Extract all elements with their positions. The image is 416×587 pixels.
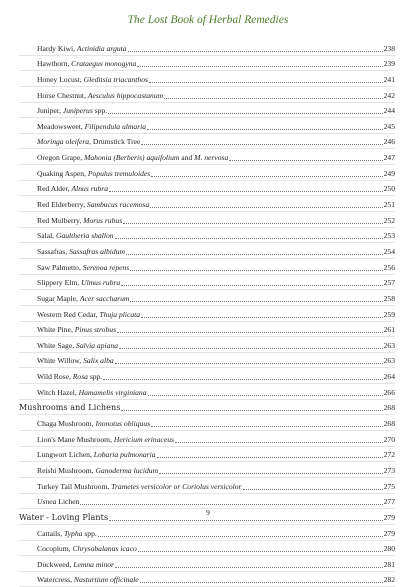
dot-leader xyxy=(147,128,383,130)
scientific-name: Serenoa repens xyxy=(82,262,130,272)
toc-entry-row[interactable] xyxy=(19,525,395,541)
toc-entry-row[interactable] xyxy=(19,134,395,150)
toc-entry-title xyxy=(37,106,107,115)
common-name: White Willow, xyxy=(37,356,84,366)
toc-entry-row[interactable] xyxy=(19,275,395,291)
dot-leader xyxy=(80,503,382,505)
toc-page-number: 253 xyxy=(383,231,395,241)
scientific-name-secondary: M. nervosa xyxy=(194,153,229,163)
scientific-name: Sambucus racemosa xyxy=(86,200,150,210)
dot-leader xyxy=(117,331,383,333)
common-name: Red Mulberry, xyxy=(37,215,84,225)
toc-entry-title xyxy=(37,153,228,162)
dot-leader xyxy=(108,112,382,114)
toc-entry-title xyxy=(37,341,118,350)
dot-leader xyxy=(115,362,383,364)
scientific-name: Rosa xyxy=(72,372,88,382)
common-name: Juniper, xyxy=(37,106,63,116)
toc-entry-row[interactable] xyxy=(19,212,395,228)
toc-page-number: 252 xyxy=(383,215,395,225)
dot-leader xyxy=(128,50,383,52)
common-name: Chaga Mushroom, xyxy=(37,419,96,429)
toc-entry-row[interactable] xyxy=(19,243,395,259)
dot-leader xyxy=(157,456,383,458)
toc-entry-row[interactable] xyxy=(19,40,395,56)
dot-leader xyxy=(98,535,383,537)
toc-page-number: 273 xyxy=(383,465,395,475)
toc-page-number: 280 xyxy=(383,544,395,554)
toc-entry-title xyxy=(37,231,114,240)
dot-leader xyxy=(109,190,383,192)
dot-leader xyxy=(130,269,382,271)
scientific-name: Nasturtium officinale xyxy=(73,575,139,585)
toc-entry-row[interactable] xyxy=(19,56,395,72)
toc-entry-row[interactable] xyxy=(19,118,395,134)
toc-entry-row[interactable] xyxy=(19,556,395,572)
toc-page-number: 257 xyxy=(383,278,395,288)
toc-page-number: 245 xyxy=(383,121,395,131)
toc-page-number: 250 xyxy=(383,184,395,194)
scientific-name: Ulmus rubra xyxy=(81,278,121,288)
toc-entry-row[interactable] xyxy=(19,87,395,103)
scientific-name: Morus rubus xyxy=(83,215,123,225)
toc-entry-row[interactable] xyxy=(19,228,395,244)
scientific-name: Usnea xyxy=(37,497,57,507)
dot-leader xyxy=(141,316,383,318)
toc-entry-row[interactable] xyxy=(19,196,395,212)
dot-leader xyxy=(123,222,382,224)
common-name: Horse Chestnut, xyxy=(37,90,88,100)
common-name: Reishi Mushroom, xyxy=(37,465,96,475)
scientific-name: Trametes versicolor or Coriolus versicolor xyxy=(111,481,242,491)
toc-entry-title xyxy=(37,184,108,193)
toc-page-number: 263 xyxy=(383,340,395,350)
toc-entry-row[interactable] xyxy=(19,462,395,478)
toc-entry-title xyxy=(37,247,125,256)
scientific-name: Hericium erinaceus xyxy=(113,434,174,444)
common-name: Hardy Kiwi, xyxy=(37,43,77,53)
dot-leader xyxy=(115,566,383,568)
scientific-name: Crataegus monogyna xyxy=(71,59,137,69)
toc-page-number: 238 xyxy=(383,43,395,53)
toc-page-number: 242 xyxy=(383,90,395,100)
dot-leader xyxy=(149,81,383,83)
toc-page-number: 275 xyxy=(383,481,395,491)
toc-entry-title xyxy=(37,575,139,584)
toc-entry-row[interactable] xyxy=(19,337,395,353)
toc-entry-title xyxy=(37,388,147,397)
toc-entry-row[interactable] xyxy=(19,494,395,510)
toc-page-number: 249 xyxy=(383,168,395,178)
toc-entry-title xyxy=(37,356,114,365)
toc-entry-title xyxy=(37,497,79,506)
toc-page-number: 258 xyxy=(383,293,395,303)
name-suffix: Lichen xyxy=(56,497,80,507)
dot-leader xyxy=(138,550,383,552)
toc-page-number: 281 xyxy=(383,559,395,569)
toc-entry-title xyxy=(37,169,150,178)
toc-page-number: 239 xyxy=(383,59,395,69)
name-suffix: spp. xyxy=(82,528,97,538)
toc-entry-title xyxy=(37,216,122,225)
common-name: Sassafras, xyxy=(37,246,70,256)
toc-page-number: 268 xyxy=(383,403,395,413)
dot-leader xyxy=(159,472,383,474)
toc-page-number: 254 xyxy=(383,246,395,256)
dot-leader xyxy=(243,488,383,490)
toc-entry-title xyxy=(37,200,149,209)
toc-entry-title xyxy=(37,466,158,475)
scientific-name: Typha xyxy=(64,528,83,538)
common-name: Quaking Aspen, xyxy=(37,168,88,178)
toc-entry-title xyxy=(37,482,242,491)
toc-page-number: 244 xyxy=(383,106,395,116)
toc-page-number: 246 xyxy=(383,137,395,147)
common-name: Meadowsweet, xyxy=(37,121,85,131)
name-suffix: and xyxy=(179,153,195,163)
scientific-name: Hamamelis virginiana xyxy=(78,387,147,397)
scientific-name: Actinidia arguta xyxy=(76,43,127,53)
scientific-name: Ganoderma lucidum xyxy=(95,465,159,475)
common-name: Duckweed, xyxy=(37,559,74,569)
scientific-name: Salvia apiana xyxy=(76,340,118,350)
common-name: White Pine, xyxy=(37,325,75,335)
toc-page-number: 282 xyxy=(383,575,395,585)
toc-entry-row[interactable] xyxy=(19,103,395,119)
toc-entry-title xyxy=(37,75,148,84)
table-of-contents xyxy=(19,40,395,587)
toc-entry-row[interactable] xyxy=(19,572,395,587)
common-name: Red Alder, xyxy=(37,184,72,194)
toc-entry-row[interactable] xyxy=(19,290,395,306)
common-name: Lion's Mane Mushroom, xyxy=(37,434,114,444)
scientific-name: Gleditsia triacanthos xyxy=(83,74,148,84)
toc-entry-title xyxy=(37,91,163,100)
scientific-name: Mahonia (Berberis) aquifolium xyxy=(84,153,180,163)
toc-entry-row[interactable] xyxy=(19,478,395,494)
page-number: 9 xyxy=(206,508,210,517)
toc-page-number: 268 xyxy=(383,419,395,429)
common-name: Western Red Cedar, xyxy=(37,309,100,319)
toc-page-number: 277 xyxy=(383,497,395,507)
toc-section-row[interactable] xyxy=(19,400,395,416)
common-name: Witch Hazel, xyxy=(37,387,79,397)
scientific-name: Sassafras albidum xyxy=(69,246,125,256)
toc-entry-title xyxy=(37,560,114,569)
toc-entry-row[interactable] xyxy=(19,541,395,557)
toc-page-number: 272 xyxy=(383,450,395,460)
scientific-name: Acer saccharum xyxy=(79,293,130,303)
scientific-name: Alnus rubra xyxy=(71,184,108,194)
toc-entry-row[interactable] xyxy=(19,384,395,400)
name-suffix: spp. xyxy=(87,372,103,382)
toc-entry-row[interactable] xyxy=(19,181,395,197)
toc-page-number: 264 xyxy=(383,372,395,382)
common-name: Sugar Maple, xyxy=(37,293,80,303)
dot-leader xyxy=(126,253,383,255)
toc-page-number: 256 xyxy=(383,262,395,272)
toc-page-number: 263 xyxy=(383,356,395,366)
common-name: Turkey Tail Mushroom, xyxy=(37,481,112,491)
dot-leader xyxy=(141,143,382,145)
common-name: Saw Palmetto, xyxy=(37,262,83,272)
toc-entry-title xyxy=(37,278,120,287)
dot-leader xyxy=(140,581,383,583)
toc-entry-row[interactable] xyxy=(19,322,395,338)
running-header: The Lost Book of Herbal Remedies xyxy=(127,14,289,26)
common-name: Salal, xyxy=(37,231,56,241)
toc-entry-row[interactable] xyxy=(19,165,395,181)
dot-leader xyxy=(103,378,382,380)
scientific-name: Chrysobalanus icaco xyxy=(72,544,137,554)
toc-entry-row[interactable] xyxy=(19,415,395,431)
toc-entry-title xyxy=(37,529,97,538)
toc-entry-title xyxy=(37,325,116,334)
toc-entry-title xyxy=(37,310,140,319)
common-name: Wild Rose, xyxy=(37,372,73,382)
toc-entry-title xyxy=(37,450,156,459)
dot-leader xyxy=(150,206,382,208)
toc-entry-title xyxy=(37,137,140,146)
scientific-name: Moringa oleifera, xyxy=(37,137,91,147)
toc-entry-row[interactable] xyxy=(19,368,395,384)
toc-entry-title xyxy=(37,544,137,553)
toc-entry-row[interactable] xyxy=(19,353,395,369)
toc-entry-title xyxy=(37,59,136,68)
dot-leader xyxy=(115,237,383,239)
toc-page-number: 251 xyxy=(383,200,395,210)
common-name: Honey Locust, xyxy=(37,74,84,84)
scientific-name: Thuja plicata xyxy=(99,309,141,319)
scientific-name: Salix alba xyxy=(83,356,114,366)
scientific-name: Juniperus xyxy=(62,106,93,116)
section-title: Mushrooms and Lichens xyxy=(19,403,121,413)
common-name: Red Elderberry, xyxy=(37,200,87,210)
common-name: Watercress, xyxy=(37,575,74,585)
dot-leader xyxy=(137,65,382,67)
dot-leader xyxy=(119,347,383,349)
scientific-name: Gaultheria shallon xyxy=(55,231,114,241)
scientific-name: Lemna minor xyxy=(73,559,114,569)
dot-leader xyxy=(121,284,382,286)
scientific-name: Lobaria pulmonaria xyxy=(93,450,156,460)
toc-page-number: 247 xyxy=(383,153,395,163)
toc-entry-title xyxy=(37,372,102,381)
section-title: Water - Loving Plants xyxy=(19,512,109,522)
toc-page-number: 259 xyxy=(383,309,395,319)
toc-page-number: 279 xyxy=(383,528,395,538)
common-name: Cattails, xyxy=(37,528,64,538)
dot-leader xyxy=(175,441,383,443)
common-name: Lungwort Lichen, xyxy=(37,450,94,460)
toc-entry-title xyxy=(37,263,129,272)
common-name: Cocoplum, xyxy=(37,544,73,554)
name-suffix: spp. xyxy=(92,106,108,116)
toc-entry-title xyxy=(37,294,129,303)
scientific-name: Inonotus obliquus xyxy=(95,419,151,429)
scientific-name: Aesculus hippocastanum xyxy=(87,90,164,100)
toc-entry-title xyxy=(37,419,150,428)
toc-entry-title xyxy=(37,435,174,444)
toc-entry-title xyxy=(37,122,146,131)
toc-entry-title xyxy=(19,403,120,412)
toc-page-number: 279 xyxy=(383,512,395,522)
dot-leader xyxy=(148,394,383,396)
scientific-name: Pinus strobus xyxy=(74,325,117,335)
name-suffix: Drumstick Tree xyxy=(91,137,141,147)
dot-leader xyxy=(121,409,382,411)
toc-page-number: 261 xyxy=(383,325,395,335)
toc-page-number: 270 xyxy=(383,434,395,444)
dot-leader xyxy=(151,425,383,427)
scientific-name: Populus tremuloides xyxy=(87,168,151,178)
scientific-name: Filipendula ulmaria xyxy=(84,121,147,131)
common-name: Slippery Elm, xyxy=(37,278,82,288)
common-name: Oregon Grape, xyxy=(37,153,85,163)
dot-leader xyxy=(151,175,382,177)
toc-entry-row[interactable] xyxy=(19,447,395,463)
common-name: White Sage, xyxy=(37,340,77,350)
toc-entry-row[interactable] xyxy=(19,431,395,447)
toc-entry-row[interactable] xyxy=(19,71,395,87)
toc-entry-row[interactable] xyxy=(19,149,395,165)
toc-entry-title xyxy=(37,44,127,53)
common-name: Hawthorn, xyxy=(37,59,72,69)
toc-entry-row[interactable] xyxy=(19,306,395,322)
dot-leader xyxy=(164,97,382,99)
toc-page-number: 241 xyxy=(383,74,395,84)
toc-page-number: 266 xyxy=(383,387,395,397)
dot-leader xyxy=(109,519,382,521)
dot-leader xyxy=(130,300,382,302)
dot-leader xyxy=(229,159,382,161)
toc-entry-row[interactable] xyxy=(19,259,395,275)
